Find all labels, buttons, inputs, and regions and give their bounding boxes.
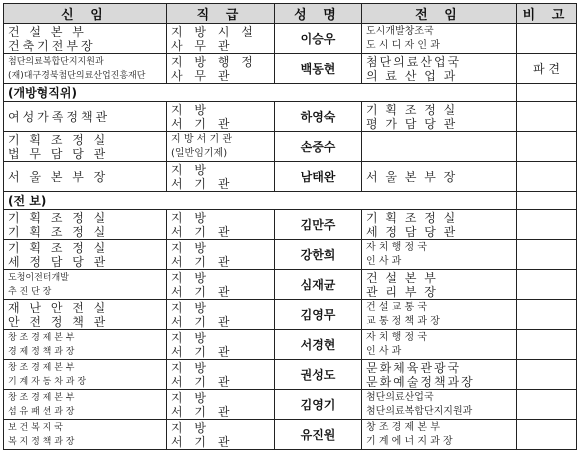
prev-post-cell (362, 420, 517, 450)
note-cell: 파 견 (517, 54, 577, 84)
cell-line: 기 계 에 너 지 과 장 (366, 435, 453, 447)
section-header-row (4, 84, 577, 102)
rank-cell (167, 270, 275, 300)
cell-line: 기 획 조 정 실 (8, 132, 109, 147)
prev-post-cell (362, 270, 517, 300)
new-post-cell (4, 210, 167, 240)
cell-line: 서 기 관 (171, 434, 234, 449)
table-row (4, 102, 577, 132)
section-header-row (4, 192, 577, 210)
cell-line: 지 방 (171, 390, 210, 405)
person-name-cell: 서경현 (275, 330, 362, 360)
cell-line: 서 기 관 (171, 116, 234, 131)
cell-line: 첨단의료산업국 (366, 391, 434, 403)
note-cell (517, 210, 577, 240)
cell-line: 여성가족정책관 (8, 109, 111, 124)
cell-line: (일반임기제) (171, 147, 228, 159)
table-row (4, 330, 577, 360)
table-row (4, 54, 577, 84)
cell-line: 보 건 복 지 국 (8, 422, 63, 433)
roster-body (4, 24, 577, 450)
cell-line: 문화체육관광국 (366, 360, 462, 375)
note-cell (517, 132, 577, 162)
person-name-cell: 유진원 (275, 420, 362, 450)
cell-line: 지 방 (171, 240, 210, 255)
cell-line: 서 기 관 (171, 284, 234, 299)
note-cell (517, 420, 577, 450)
rank-cell (167, 420, 275, 450)
cell-line: 지 방 행 정 (171, 54, 257, 69)
section-blank-cell (275, 192, 362, 210)
cell-line: 기 획 조 정 실 (8, 224, 109, 239)
note-cell (517, 360, 577, 390)
rank-cell (167, 102, 275, 132)
cell-line: 창 조 경 제 본 부 (8, 392, 75, 403)
cell-line: 창 조 경 제 본 부 (8, 362, 75, 373)
cell-line: 도 시 디 자 인 과 (366, 39, 440, 51)
section-blank-cell (362, 84, 517, 102)
cell-line: 서 기 관 (171, 224, 234, 239)
prev-post-cell (362, 102, 517, 132)
cell-line: (재)대구경북첨단의료산업진흥재단 (8, 70, 146, 81)
rank-cell (167, 132, 275, 162)
cell-line: 평 가 담 당 관 (366, 116, 458, 131)
rank-cell (167, 210, 275, 240)
person-name-cell: 남태완 (275, 162, 362, 192)
cell-line: 지 방 (171, 210, 210, 225)
rank-cell (167, 24, 275, 54)
cell-line: 지 방 (171, 300, 210, 315)
prev-post-cell (362, 54, 517, 84)
new-post-cell (4, 54, 167, 84)
rank-cell (167, 390, 275, 420)
rank-cell (167, 162, 275, 192)
cell-line: 지 방 (171, 270, 210, 285)
header-row (4, 4, 577, 24)
prev-post-cell (362, 360, 517, 390)
new-post-cell (4, 24, 167, 54)
table-row (4, 24, 577, 54)
person-name-cell: 김영무 (275, 300, 362, 330)
new-post-cell (4, 390, 167, 420)
new-post-cell (4, 330, 167, 360)
cell-line: 자 치 행 정 국 (366, 331, 428, 343)
person-name-cell: 손중수 (275, 132, 362, 162)
cell-line: 도청이전터개발 (8, 272, 69, 283)
cell-line: 기 획 조 정 실 (8, 210, 109, 225)
person-name-cell: 하영숙 (275, 102, 362, 132)
section-label: (전 보) (4, 192, 167, 210)
cell-line: 기 계 자 동 차 과 장 (8, 376, 87, 387)
note-cell (517, 162, 577, 192)
cell-line: 문화예술정책과장 (366, 374, 475, 389)
note-cell (517, 240, 577, 270)
table-row (4, 132, 577, 162)
header-note: 비 고 (517, 4, 577, 24)
section-blank-cell (362, 192, 517, 210)
cell-line: 의 료 산 업 과 (366, 68, 458, 83)
cell-line: 건축기전부장 (8, 38, 96, 53)
table-row (4, 240, 577, 270)
table-row (4, 420, 577, 450)
table-row (4, 210, 577, 240)
person-name-cell: 김영기 (275, 390, 362, 420)
cell-line: 첨단의료산업국 (366, 54, 462, 69)
note-cell (517, 300, 577, 330)
table-row (4, 360, 577, 390)
rank-cell (167, 360, 275, 390)
header-rank: 직 급 (167, 4, 275, 24)
person-name-cell: 강한희 (275, 240, 362, 270)
prev-post-cell (362, 132, 517, 162)
section-blank-cell (275, 84, 362, 102)
cell-line: 지 방 서 기 관 (171, 133, 233, 145)
cell-line: 재 난 안 전 실 (8, 300, 109, 315)
cell-line: 건 설 본 부 (8, 24, 87, 39)
cell-line: 추 진 단 장 (8, 286, 52, 297)
header-prev-post: 전 임 (362, 4, 517, 24)
note-cell (517, 270, 577, 300)
cell-line: 서 기 관 (171, 176, 234, 191)
new-post-cell (4, 102, 167, 132)
person-name-cell: 권성도 (275, 360, 362, 390)
new-post-cell (4, 132, 167, 162)
section-blank-cell (167, 84, 275, 102)
cell-line: 서 기 관 (171, 374, 234, 389)
rank-cell (167, 300, 275, 330)
note-cell (517, 102, 577, 132)
person-name-cell: 심재균 (275, 270, 362, 300)
cell-line: 건 설 교 통 국 (366, 301, 428, 313)
section-label: (개방형직위) (4, 84, 167, 102)
cell-line: 건 설 본 부 (366, 270, 438, 285)
cell-line: 인 사 과 (366, 255, 402, 267)
cell-line: 자 치 행 정 국 (366, 241, 428, 253)
prev-post-cell (362, 240, 517, 270)
note-cell (517, 390, 577, 420)
new-post-cell (4, 300, 167, 330)
rank-cell (167, 240, 275, 270)
person-name-cell: 이승우 (275, 24, 362, 54)
prev-post-cell (362, 162, 517, 192)
cell-line: 교 통 정 책 과 장 (366, 315, 440, 327)
cell-line: 안 전 정 책 관 (8, 314, 109, 329)
cell-line: 지 방 (171, 360, 210, 375)
cell-line: 서 기 관 (171, 404, 234, 419)
cell-line: 도시개발창조국 (366, 25, 434, 37)
person-name-cell: 백동현 (275, 54, 362, 84)
cell-line: 지 방 (171, 420, 210, 435)
header-name: 성 명 (275, 4, 362, 24)
cell-line: 기 획 조 정 실 (366, 210, 458, 225)
note-cell (517, 24, 577, 54)
cell-line: 서 기 관 (171, 344, 234, 359)
personnel-roster-table (3, 3, 577, 450)
cell-line: 세 정 담 당 관 (8, 254, 109, 269)
cell-line: 사 무 관 (171, 68, 234, 83)
prev-post-cell (362, 330, 517, 360)
cell-line: 지 방 (171, 162, 210, 177)
prev-post-cell (362, 24, 517, 54)
cell-line: 복 지 정 책 과 장 (8, 436, 75, 447)
cell-line: 창 조 경 제 본 부 (8, 332, 75, 343)
cell-line: 서 울 본 부 장 (366, 169, 458, 184)
section-blank-cell (517, 84, 577, 102)
cell-line: 첨단의료복합단지지원과 (8, 56, 104, 67)
cell-line: 지 방 (171, 102, 210, 117)
rank-cell (167, 54, 275, 84)
note-cell (517, 330, 577, 360)
prev-post-cell (362, 390, 517, 420)
cell-line: 세 정 담 당 관 (366, 224, 458, 239)
cell-line: 기 획 조 정 실 (366, 102, 458, 117)
cell-line: 서 울 본 부 장 (8, 169, 109, 184)
new-post-cell (4, 270, 167, 300)
cell-line: 서 기 관 (171, 254, 234, 269)
cell-line: 법 무 담 당 관 (8, 146, 109, 161)
cell-line: 서 기 관 (171, 314, 234, 329)
new-post-cell (4, 420, 167, 450)
table-row (4, 162, 577, 192)
prev-post-cell (362, 300, 517, 330)
cell-line: 첨단의료복합단지지원과 (366, 405, 473, 417)
cell-line: 기 획 조 정 실 (8, 240, 109, 255)
table-row (4, 300, 577, 330)
new-post-cell (4, 162, 167, 192)
header-new-post: 신 임 (4, 4, 167, 24)
cell-line: 지 방 (171, 330, 210, 345)
cell-line: 섬 유 패 션 과 장 (8, 406, 75, 417)
person-name-cell: 김만주 (275, 210, 362, 240)
rank-cell (167, 330, 275, 360)
new-post-cell (4, 240, 167, 270)
cell-line: 경 제 정 책 과 장 (8, 346, 75, 357)
section-blank-cell (167, 192, 275, 210)
prev-post-cell (362, 210, 517, 240)
table-row (4, 270, 577, 300)
new-post-cell (4, 360, 167, 390)
cell-line: 인 사 과 (366, 345, 402, 357)
section-blank-cell (517, 192, 577, 210)
table-row (4, 390, 577, 420)
cell-line: 관 리 부 장 (366, 284, 438, 299)
cell-line: 지 방 시 설 (171, 24, 257, 39)
cell-line: 사 무 관 (171, 38, 234, 53)
cell-line: 창 조 경 제 본 부 (366, 421, 440, 433)
